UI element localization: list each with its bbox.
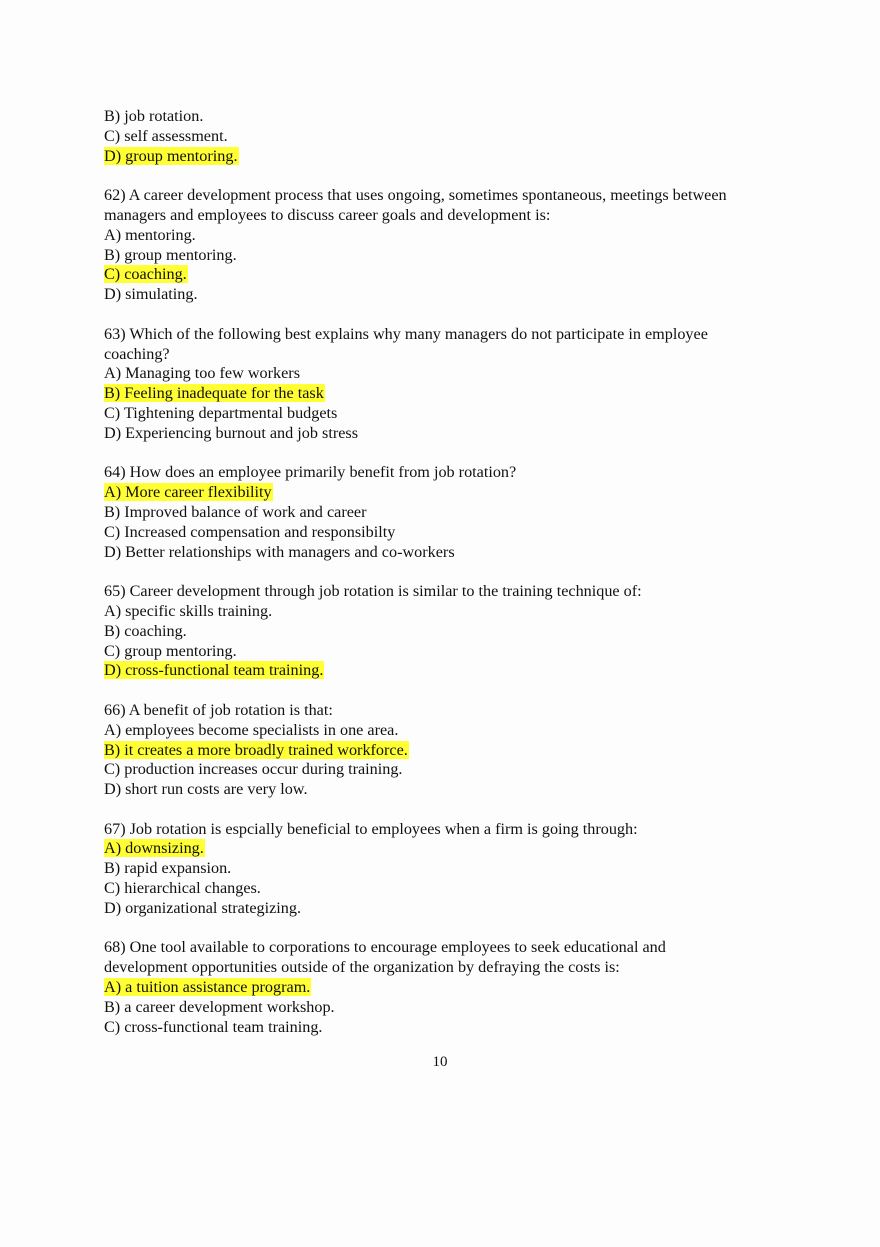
question-list — [104, 107, 804, 1037]
answer-option — [104, 364, 804, 384]
question-block — [104, 186, 804, 305]
question-block — [104, 463, 804, 562]
question-text: 68) One tool available to corporations to encourage employees to seek educational and — [104, 938, 666, 957]
answer-option-highlighted — [104, 384, 804, 404]
answer-option — [104, 721, 804, 741]
question-block — [104, 938, 804, 1037]
answer-option — [104, 246, 804, 266]
answer-option-text: C) group mentoring. — [104, 641, 237, 660]
question-text: coaching? — [104, 344, 170, 363]
answer-option — [104, 622, 804, 642]
paragraph-gap — [104, 562, 804, 582]
answer-option-text: A) specific skills training. — [104, 601, 273, 620]
answer-option — [104, 899, 804, 919]
answer-option-text: A) downsizing. — [104, 839, 204, 858]
page-number: 10 — [432, 1054, 448, 1070]
question-block — [104, 582, 804, 681]
answer-option — [104, 879, 804, 899]
paragraph-gap — [104, 444, 804, 464]
answer-option — [104, 404, 804, 424]
answer-option — [104, 543, 804, 563]
answer-option — [104, 642, 804, 662]
question-text: development opportunities outside of the organization by defraying the costs is: — [104, 958, 620, 977]
answer-option-text: A) More career flexibility — [104, 483, 272, 502]
answer-option — [104, 107, 804, 127]
answer-option — [104, 760, 804, 780]
answer-option-highlighted — [104, 265, 804, 285]
answer-option — [104, 226, 804, 246]
answer-option-text: D) organizational strategizing. — [104, 898, 302, 917]
paragraph-gap — [104, 800, 804, 820]
question-block — [104, 701, 804, 800]
answer-option-text: C) coaching. — [104, 265, 187, 284]
answer-option-text: A) a tuition assistance program. — [104, 978, 311, 997]
answer-option — [104, 285, 804, 305]
answer-option-text: B) group mentoring. — [104, 245, 237, 264]
answer-option — [104, 602, 804, 622]
question-text: 63) Which of the following best explains why many managers do not participate in employee — [104, 324, 708, 343]
answer-option-text: D) cross-functional team training. — [104, 661, 324, 680]
answer-option-text: D) short run costs are very low. — [104, 780, 308, 799]
question-text: 67) Job rotation is espcially beneficial to employees when a firm is going through: — [104, 819, 638, 838]
paragraph-gap — [104, 919, 804, 939]
answer-option-highlighted — [104, 147, 804, 167]
question-text: managers and employees to discuss career goals and development is: — [104, 205, 551, 224]
question-block — [104, 325, 804, 444]
question-text: 65) Career development through job rotation is similar to the training technique of: — [104, 582, 642, 601]
answer-option-text: A) employees become specialists in one area. — [104, 720, 399, 739]
answer-option-text: B) coaching. — [104, 621, 187, 640]
answer-option-text: B) Feeling inadequate for the task — [104, 384, 324, 403]
question-text: 66) A benefit of job rotation is that: — [104, 700, 333, 719]
answer-option-text: D) group mentoring. — [104, 146, 238, 165]
answer-option-text: C) hierarchical changes. — [104, 879, 261, 898]
answer-option-text: D) Better relationships with managers and co-workers — [104, 542, 455, 561]
answer-option-text: D) Experiencing burnout and job stress — [104, 423, 358, 442]
continued-question-options — [104, 107, 804, 166]
answer-option-text: C) production increases occur during training. — [104, 760, 403, 779]
answer-option-text: B) a career development workshop. — [104, 997, 335, 1016]
answer-option-text: B) rapid expansion. — [104, 859, 232, 878]
question-block — [104, 820, 804, 919]
answer-option — [104, 998, 804, 1018]
answer-option-highlighted — [104, 483, 804, 503]
answer-option-highlighted — [104, 741, 804, 761]
answer-option — [104, 424, 804, 444]
question-text: 64) How does an employee primarily benefit from job rotation? — [104, 463, 517, 482]
answer-option — [104, 523, 804, 543]
answer-option-text: D) simulating. — [104, 285, 198, 304]
answer-option-text: C) self assessment. — [104, 126, 228, 145]
answer-option-text: C) cross-functional team training. — [104, 1017, 323, 1036]
answer-option-text: B) it creates a more broadly trained workforce. — [104, 740, 408, 759]
answer-option — [104, 127, 804, 147]
paragraph-gap — [104, 305, 804, 325]
question-text: 62) A career development process that uses ongoing, sometimes spontaneous, meetings between — [104, 186, 727, 205]
answer-option-highlighted — [104, 839, 804, 859]
paragraph-gap — [104, 681, 804, 701]
answer-option — [104, 859, 804, 879]
answer-option-text: B) Improved balance of work and career — [104, 502, 367, 521]
answer-option-text: C) Increased compensation and responsibilty — [104, 522, 396, 541]
answer-option-text: C) Tightening departmental budgets — [104, 403, 338, 422]
answer-option-text: A) mentoring. — [104, 225, 196, 244]
answer-option — [104, 1018, 804, 1038]
answer-option-highlighted — [104, 978, 804, 998]
paragraph-gap — [104, 166, 804, 186]
answer-option-text: B) job rotation. — [104, 107, 204, 125]
answer-option — [104, 780, 804, 800]
answer-option — [104, 503, 804, 523]
answer-option-text: A) Managing too few workers — [104, 364, 300, 383]
answer-option-highlighted — [104, 661, 804, 681]
